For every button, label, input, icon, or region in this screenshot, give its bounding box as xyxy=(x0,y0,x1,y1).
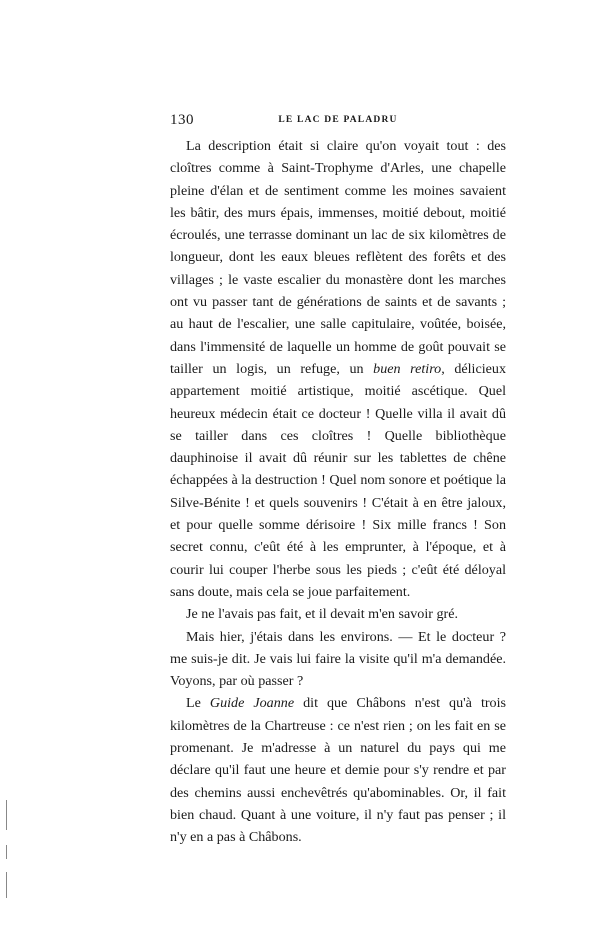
page-header xyxy=(170,112,506,132)
paragraph xyxy=(170,626,506,693)
page-number: 130 xyxy=(170,112,194,128)
text-run: , délicieux appartement moitié artistique, moitié ascétique. Quel heureux médecin était ce docteur ! Quelle villa il avait dû se tailler dans ces cloîtres ! Quelle bibliothèque dauphinoise il avait dû réunir sur les tablettes de chêne échappées à la destruction ! Quel nom sonore et poétique la Silve-Bénite ! et quels souvenirs ! C'était à en être jaloux, et pour quelle somme dérisoire ! Six mille francs ! Son secret connu, c'eût été à les emprunter, à l'époque, et à courir lui couper l'herbe sous les pieds ; c'eût été déloyal sans doute, mais cela se joue parfaitement. xyxy=(170,360,506,600)
running-title: LE LAC DE PALADRU xyxy=(278,115,398,125)
text-run: Je ne l'avais pas fait, et il devait m'en savoir gré. xyxy=(186,606,458,623)
text-run: dit que Châbons n'est qu'à trois kilomètres de la Chartreuse : ce n'est rien ; on les fait en se promenant. Je m'adresse à un naturel du pays qui me déclare qu'il faut une heure et demie pour s'y rendre et par des chemins aussi enchevêtrés qu'abominables. Or, il fait bien chaud. Quant à une voiture, il n'y faut pas penser ; il n'y en a pas à Châbons. xyxy=(170,695,506,846)
paragraph xyxy=(170,135,506,603)
text-run: Mais hier, j'étais dans les environs. — Et le docteur ? me suis-je dit. Je vais lui faire la visite qu'il m'a demandée. Voyons, par où passer ? xyxy=(170,628,506,690)
italic-text: buen retiro xyxy=(373,360,442,377)
scan-mark xyxy=(6,872,7,898)
text-run: La description était si claire qu'on voyait tout : des cloîtres comme à Saint-Trophyme d'Arles, une chapelle pleine d'élan et de sentiment comme les moines savaient les bâtir, des murs épais, immenses, moitié debout, moitié écroulés, une terrasse dominant un lac de six kilomètres de longueur, dont les eaux bleues reflètent des forêts et des villages ; le vaste escalier du monastère dont les marches ont vu passer tant de générations de saints et de savants ; au haut de l'escalier, une salle capitulaire, voûtée, boisée, dans l'immensité de laquelle un homme de goût pouvait se tailler un logis, un refuge, un xyxy=(170,138,506,377)
text-run: Le xyxy=(186,695,210,712)
scan-mark xyxy=(6,800,7,830)
paragraph xyxy=(170,603,506,625)
scan-mark xyxy=(6,845,7,859)
body-text xyxy=(170,135,506,849)
italic-text: Guide Joanne xyxy=(209,695,295,712)
paragraph xyxy=(170,692,506,848)
